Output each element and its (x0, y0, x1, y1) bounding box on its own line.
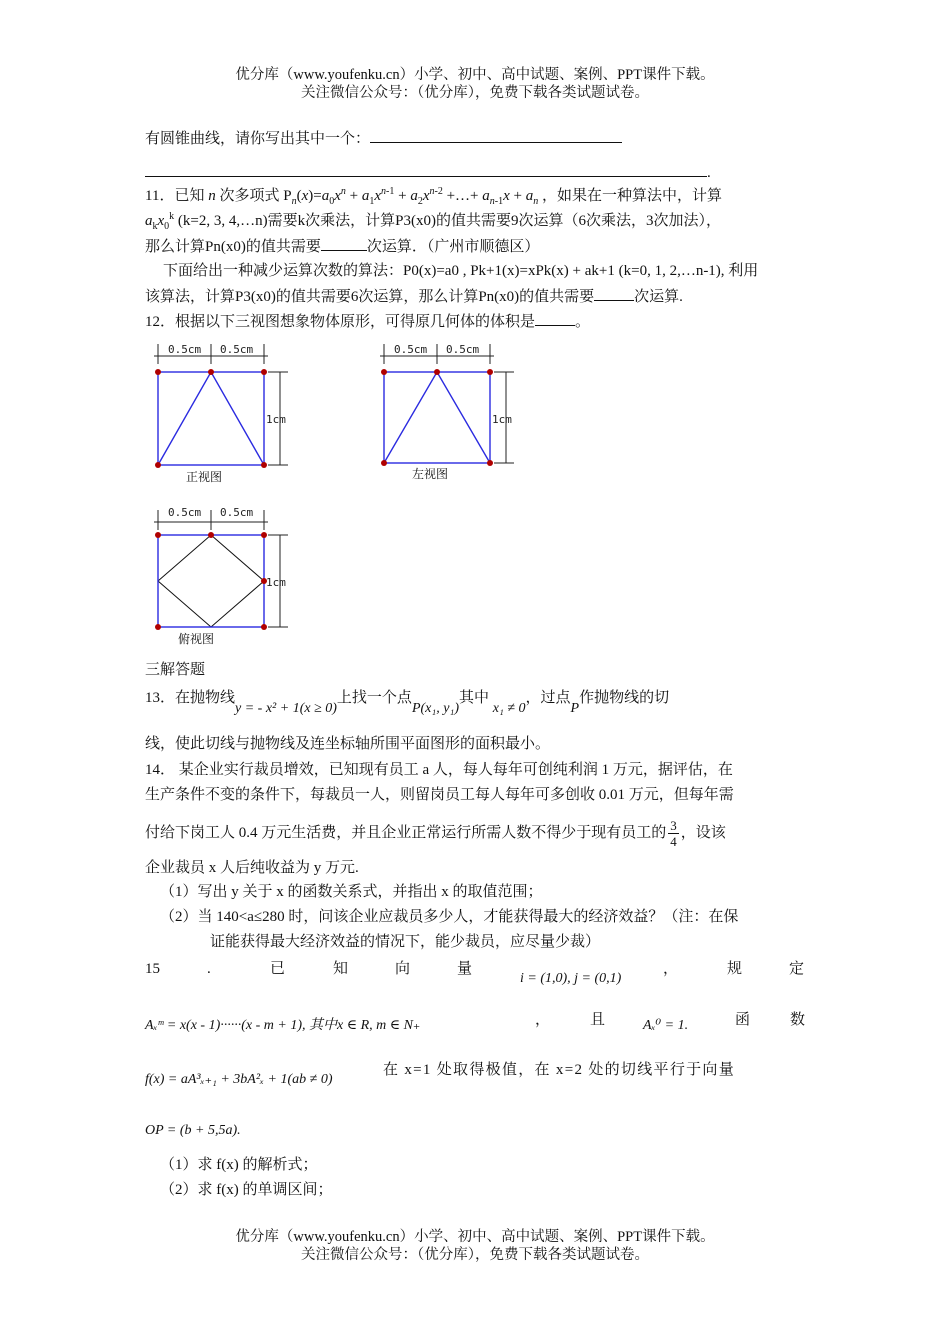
header-line-1: 优分库（www.youfenku.cn）小学、初中、高中试题、案例、PPT课件下载。 (235, 67, 715, 83)
q11-line-5: 该算法，计算P3(x0)的值共需要6次运算，那么计算Pn(x0)的值共需要 次运算. (145, 286, 810, 307)
q12-line: 12．根据以下三视图想象物体原形，可得原几何体的体积是 。 (145, 311, 810, 332)
q14-sub-2-cont: 证能获得最大经济效益的情况下，能少裁员，应尽量少裁） (210, 934, 601, 950)
q11-line-1: 11．已知 n 次多项式 $P_n(x)=a_0x^n + a_1x^{n-1} + a_2x^{n-2}$ +…+ $a_{n-1}x + a_n$ ，如果在一种算法中，计算 (145, 186, 723, 207)
front-view-figure (140, 338, 310, 488)
side-view-caption: 左视图 (412, 467, 449, 481)
fraction: $\frac{3}{4}$ (670, 818, 677, 849)
q10-blank-line: . (145, 162, 810, 183)
answer-blank (370, 128, 622, 143)
footer-line-1: 优分库（www.youfenku.cn）小学、初中、高中试题、案例、PPT课件下载。 (235, 1229, 715, 1245)
answer-blank (145, 162, 707, 177)
q15-sub-1: （1）求 f(x) 的解析式； (160, 1157, 318, 1173)
q14-line-3: 付给下岗工人 0.4 万元生活费，并且企业正常运行所需人数不得少于现有员工的 $\frac{3}{4}$ ，设该 (145, 818, 726, 849)
q11-line-2: $a_kx_0^k$ (k=2, 3, 4,…n)需要k次乘法，计算P3(x0)的值共需要9次运算（6次乘法，3次加法）， (145, 211, 721, 232)
side-view-figure (366, 338, 536, 488)
dim-label: 0.5cm (168, 343, 202, 356)
q11-line-4: 下面给出一种减少运算次数的算法：P0(x)=a0 , Pk+1(x)=xPk(x) + ak+1 (k=0, 1, 2,…n-1), 利用 (163, 263, 759, 279)
q14-sub-2: （2）当 140<a≤280 时，问该企业应裁员多少人，才能获得最大的经济效益？（注：在保 (160, 909, 739, 925)
q14-line-4: 企业裁员 x 人后纯收益为 y 万元. (145, 860, 359, 876)
q13-line-2: 线，使此切线与抛物线及连坐标轴所围平面图形的面积最小。 (145, 736, 551, 752)
dim-label: 1cm (492, 413, 512, 426)
header-line-2: 关注微信公众号：（优分库），免费下载各类试题试卷。 (301, 85, 649, 101)
dim-label: 1cm (266, 413, 286, 426)
dim-label: 0.5cm (220, 343, 254, 356)
footer-line-2: 关注微信公众号：（优分库），免费下载各类试题试卷。 (301, 1247, 649, 1263)
answer-blank (535, 311, 575, 326)
top-view-caption: 俯视图 (178, 632, 215, 646)
q14-line-2: 生产条件不变的条件下，每裁员一人，则留岗员工每人每年可多创收 0.01 万元，但每年需 (145, 787, 734, 803)
top-view-figure (140, 500, 310, 650)
q11-line-3: 那么计算Pn(x0)的值共需要 次运算．（广州市顺德区） (145, 236, 810, 257)
page-header (0, 66, 950, 102)
q11-poly: $P_n(x)=a_0x^n + a_1x^{n-1} + a_2x^{n-2}$ +…+ $a_{n-1}x + a_n$ (283, 186, 539, 207)
dim-label: 0.5cm (446, 343, 480, 356)
page-footer (0, 1228, 950, 1264)
dim-label: 0.5cm (394, 343, 428, 356)
answer-blank (321, 236, 367, 251)
section-heading: 三解答题 (145, 662, 206, 678)
dim-label: 0.5cm (168, 506, 202, 519)
q15-sub-2: （2）求 f(x) 的单调区间； (160, 1182, 333, 1198)
answer-blank (594, 286, 634, 301)
q15-line-4: OP = (b + 5,5a). (145, 1123, 241, 1138)
dim-label: 1cm (266, 576, 286, 589)
q10-line: 有圆锥曲线，请你写出其中一个： (145, 128, 810, 149)
q14-line-1: 14． 某企业实行裁员增效，已知现有员工 a 人，每人每年可创纯利润 1 万元，据评估，在 (145, 762, 733, 778)
dim-label: 0.5cm (220, 506, 254, 519)
front-view-caption: 正视图 (186, 470, 223, 484)
q14-sub-1: （1）写出 y 关于 x 的函数关系式，并指出 x 的取值范围； (160, 884, 543, 900)
q13-line-1: 13．在抛物线y = - x² + 1(x ≥ 0)上找一个点P(x₁, y₁)其中 x₁ ≠ 0，过点P作抛物线的切 (145, 690, 670, 716)
